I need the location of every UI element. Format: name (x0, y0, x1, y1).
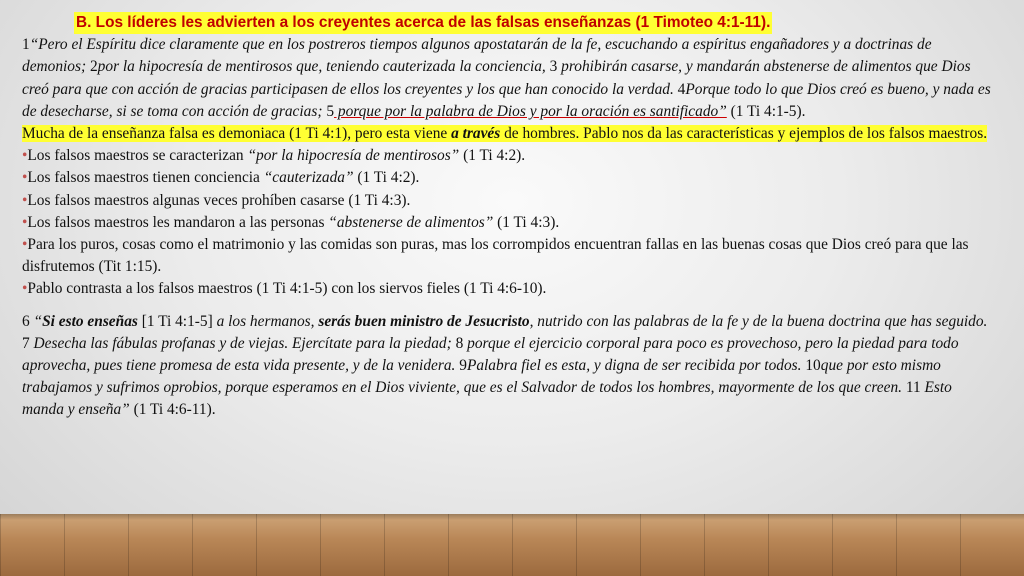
verse-text: “Pero el Espíritu dice claramente que en los postreros tiempos algunos apostatarán de la fe, escuchando a espíritus engañadores y a doctrinas de demonios; (22, 36, 932, 76)
bullet-marker: • (22, 169, 28, 187)
bullet-reference: (1 Ti 4:3). (493, 213, 560, 231)
verse-number: 6 (22, 312, 34, 330)
verse-text: Desecha las fábulas profanas y de viejas. Ejercítate para la piedad; (29, 334, 456, 352)
verse-emphasis: serás buen ministro de Jesucristo (318, 312, 530, 330)
verse-emphasis: Si esto enseñas (42, 312, 138, 330)
verse-number: 10 (805, 357, 821, 375)
bullet-marker: • (22, 191, 28, 209)
verse-number: 5 (326, 102, 335, 120)
bullet-item (22, 190, 992, 212)
verse-number: 1 (22, 36, 30, 54)
bullet-text: Los falsos maestros algunas veces prohíben casarse (1 Ti 4:3). (27, 191, 411, 209)
bullet-text: Pablo contrasta a los falsos maestros (1 Ti 4:1-5) con los siervos fieles (1 Ti 4:6-10). (27, 280, 547, 298)
bullet-item (22, 145, 992, 167)
verse-reference: (1 Ti 4:6-11). (129, 401, 216, 419)
summary-text: de hombres. Pablo nos da las características y ejemplos de los falsos maestros. (500, 125, 988, 143)
bullet-reference: (1 Ti 4:2). (353, 169, 420, 187)
verse-text: prohibirán casarse, y mandarán abstenerse de alimentos que Dios creó para que con acción de gracias participasen de ellos los creyentes y los que han conocido la verdad. (22, 58, 971, 98)
verse-text: Porque todo lo que Dios creó es bueno, y nada es de desecharse, si se toma con acción de gracias; (22, 80, 991, 120)
verse-number: 8 (455, 334, 464, 352)
bullet-quote: “abstenerse de alimentos” (328, 213, 494, 231)
wood-floor-decoration (0, 514, 1024, 576)
verse-text: Palabra fiel es esta, y digna de ser recibida por todos. (466, 357, 806, 375)
quote-1-timothy-4-1-5 (22, 34, 992, 123)
verse-text: a los hermanos, (216, 312, 319, 330)
bullet-marker: • (22, 280, 28, 298)
verse-number: 2 (89, 58, 98, 76)
bullet-quote: “cauterizada” (263, 169, 354, 187)
bullet-text: Los falsos maestros se caracterizan (27, 147, 248, 165)
slide-title: B. Los líderes les advierten a los creyentes acerca de las falsas enseñanzas (1 Timoteo 4:1-11). (74, 12, 772, 34)
bullet-quote: “por la hipocresía de mentirosos” (247, 147, 460, 165)
verse-number: 11 (905, 379, 921, 397)
verse-number: 9 (459, 357, 467, 375)
verse-number: 3 (549, 58, 558, 76)
verse-reference: (1 Ti 4:1-5). (726, 102, 806, 120)
verse-text: porque el ejercicio corporal para poco es provechoso, pero la piedad para todo aprovecha, pues tiene promesa de esta vida presente, y de la venidera. (22, 334, 959, 375)
verse-text: por la hipocresía de mentirosos que, teniendo cauterizada la conciencia, (97, 58, 550, 76)
bullet-item (22, 212, 992, 234)
summary-text: Mucha de la enseñanza falsa es demoniaca (1 Ti 4:1), pero esta viene (22, 125, 452, 143)
bullet-item (22, 234, 992, 278)
bullet-text: Para los puros, cosas como el matrimonio y las comidas son puras, mas los corrompidos encuentran fallas en las buenas cosas que Dios creó para que las disfrutemos (Tit 1:15). (22, 236, 969, 276)
summary-emphasis: a través (451, 125, 501, 143)
verse-text: Esto manda y enseña” (22, 379, 952, 419)
spacer (22, 301, 992, 311)
slide-content (22, 12, 992, 422)
highlighted-summary (22, 123, 992, 145)
bullet-reference: (1 Ti 4:2). (459, 147, 526, 165)
verse-number: 7 (22, 334, 30, 352)
bullet-item (22, 278, 992, 300)
verse-insert: [1 Ti 4:1-5] (137, 312, 217, 330)
bullet-text: Los falsos maestros les mandaron a las personas (27, 213, 329, 231)
verse-number: 4 (677, 80, 686, 98)
quote-mark: “ (33, 312, 43, 330)
bullet-marker: • (22, 213, 28, 231)
verse-text: , nutrido con las palabras de la fe y de la buena doctrina que has seguido. (529, 312, 988, 330)
quote-1-timothy-4-6-11 (22, 311, 992, 422)
verse-text: que por esto mismo trabajamos y sufrimos oprobios, porque esperamos en el Dios viviente, que es el Salvador de todos los hombres, mayormente de los que creen. (22, 357, 941, 397)
verse-text: porque por la palabra de Dios y por la oración es santificado” (334, 102, 727, 120)
bullet-marker: • (22, 236, 28, 254)
bullet-item (22, 167, 992, 189)
bullet-marker: • (22, 147, 28, 165)
bullet-text: Los falsos maestros tienen conciencia (27, 169, 264, 187)
